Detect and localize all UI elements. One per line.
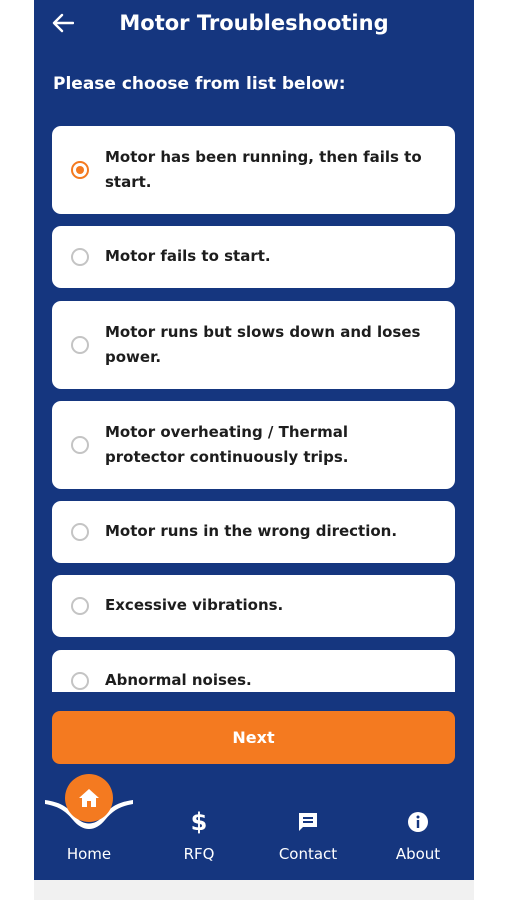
radio-button-selected[interactable]	[71, 161, 89, 179]
radio-button[interactable]	[71, 436, 89, 454]
nav-about[interactable]	[373, 808, 463, 870]
nav-rfq[interactable]	[154, 808, 244, 870]
option-label: Motor runs but slows down and loses power.	[105, 323, 421, 366]
page-title: Motor Troubleshooting	[119, 11, 389, 35]
nav-rfq-label: RFQ	[183, 845, 215, 863]
radio-button[interactable]	[71, 597, 89, 615]
option-label: Motor fails to start.	[105, 247, 271, 265]
option-label: Abnormal noises.	[105, 671, 252, 689]
option-item[interactable]	[52, 301, 455, 389]
option-label: Excessive vibrations.	[105, 596, 284, 614]
option-label: Motor overheating / Thermal protector continuously trips.	[105, 423, 349, 466]
option-label: Motor runs in the wrong direction.	[105, 522, 398, 540]
dollar-icon	[191, 808, 208, 836]
nav-about-label: About	[395, 845, 441, 863]
option-item[interactable]	[52, 226, 455, 288]
option-item[interactable]	[52, 126, 455, 214]
options-list[interactable]	[34, 118, 474, 692]
next-button[interactable]: Next	[52, 711, 455, 764]
radio-button[interactable]	[71, 336, 89, 354]
header	[34, 0, 474, 46]
dollar-glyph: $	[190, 808, 208, 836]
radio-button[interactable]	[71, 523, 89, 541]
radio-button[interactable]	[71, 248, 89, 266]
nav-home-label: Home	[66, 845, 112, 863]
option-item[interactable]	[52, 401, 455, 489]
option-label: Motor has been running, then fails to start.	[105, 148, 422, 191]
home-icon	[78, 788, 100, 808]
nav-home[interactable]	[44, 808, 134, 870]
radio-button[interactable]	[71, 672, 89, 690]
option-item[interactable]	[52, 575, 455, 637]
list-prompt: Please choose from list below:	[53, 74, 346, 94]
message-icon	[297, 808, 319, 836]
option-item[interactable]	[52, 501, 455, 563]
nav-contact-label: Contact	[278, 845, 338, 863]
bottom-bar	[34, 880, 474, 900]
option-item[interactable]	[52, 650, 455, 692]
info-icon	[407, 808, 429, 836]
nav-contact[interactable]	[263, 808, 353, 870]
app-screen	[34, 0, 474, 880]
